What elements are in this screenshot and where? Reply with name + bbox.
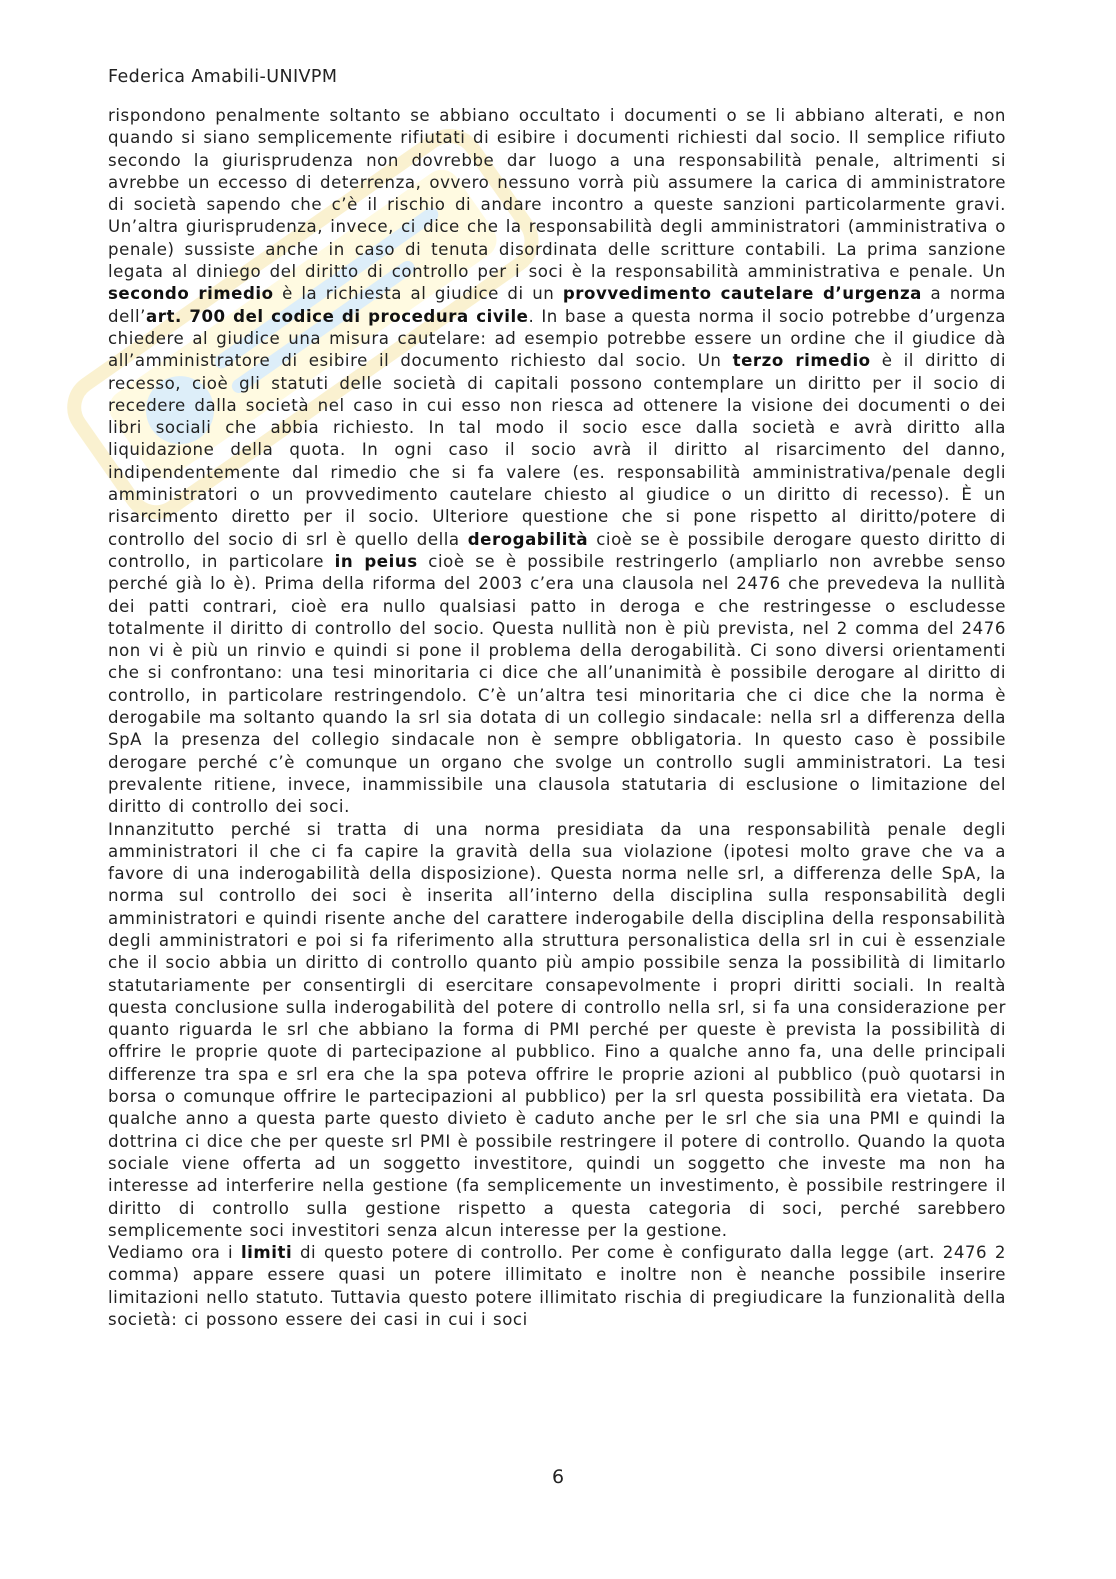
text-run: . In base a questa norma il socio potrebbe d’urgenza chiedere al giudice una misura cautelare: ad esempio potrebbe essere un ordine che il giudice dà all’amministratore di esibire il documento richiesto dal socio. Un — [108, 306, 1006, 371]
text-run: è il diritto di recesso, cioè gli statuti delle società di capitali possono contemplare un diritto per il socio di recedere dalla società nel caso in cui esso non riesca ad ottenere la visione dei documenti o dei libri sociali che abbia richiesto. In tal modo il socio esce dalla società e avrà diritto alla liquidazione della quota. In ogni caso il socio avrà il diritto al risarcimento del danno, indipendentemente dal rimedio che si fa valere (es. responsabilità amministrativa/penale degli amministratori o un provvedimento cautelare chiesto al giudice o un diritto di recesso). È un risarcimento diretto per il socio. Ulteriore questione che si pone rispetto al diritto/potere di controllo del socio di srl è quello della — [108, 351, 1006, 549]
text-run: rispondono penalmente soltanto se abbiano occultato i documenti o se li abbiano alterati, e non quando si siano semplicemente rifiutati di esibire i documenti richiesti dal socio. Il semplice rifiuto secondo la giurisprudenza non dovrebbe dar luogo a una responsabilità penale, altrimenti si avrebbe un eccesso di deterrenza, ovvero nessuno vorrà più assumere la carica di amministratore di società sapendo che c’è il rischio di andare incontro a queste sanzioni particolarmente gravi. Un’altra giurisprudenza, invece, ci dice che la responsabilità degli amministratori (amministrativa o penale) sussiste anche in caso di tenuta disordinata delle scritture contabili. La prima sanzione legata al diniego del diritto di controllo per i soci è la responsabilità amministrativa e penale. Un — [108, 106, 1006, 282]
bold-term: secondo rimedio — [108, 284, 274, 304]
body-paragraph — [108, 105, 1006, 819]
bold-term: terzo rimedio — [732, 351, 871, 371]
bold-term: derogabilità — [467, 529, 589, 549]
text-run: di questo potere di controllo. Per come è configurato dalla legge (art. 2476 2 comma) appare essere quasi un potere illimitato e inoltre non è neanche possibile inserire limitazioni nello statuto. Tuttavia questo potere illimitato rischia di pregiudicare la funzionalità della società: ci possono essere dei casi in cui i soci — [108, 1243, 1006, 1330]
page-number: 6 — [551, 1466, 565, 1488]
page-header-author: Federica Amabili-UNIVPM — [108, 67, 338, 87]
text-run: Innanzitutto perché si tratta di una norma presidiata da una responsabilità penale degli amministratori il che ci fa capire la gravità della sua violazione (ipotesi molto grave che va a favore di una inderogabilità della disposizione). Questa norma nelle srl, a differenza delle SpA, la norma sul controllo dei soci è inserita all’interno della disciplina sulla responsabilità degli amministratori e quindi risente anche del carattere inderogabile della disciplina della responsabilità degli amministratori e poi si fa riferimento alla struttura personalistica della srl in cui è essenziale che il socio abbia un diritto di controllo quanto più ampio possibile senza la possibilità di limitarlo statutariamente per consentirgli di esercitare consapevolmente i propri diritti sociali. In realtà questa conclusione sulla inderogabilità del potere di controllo nella srl, si fa una considerazione per quanto riguarda le srl che abbiano la forma di PMI perché per queste è prevista la possibilità di offrire le proprie quote di partecipazione al pubblico. Fino a qualche anno fa, una delle principali differenze tra spa e srl era che la spa poteva offrire le proprie azioni al pubblico (può quotarsi in borsa o comunque offrire le partecipazioni al pubblico) per la srl questa possibilità era vietata. Da qualche anno a questa parte questo divieto è caduto anche per le srl che sia una PMI e quindi la dottrina ci dice che per queste srl PMI è possibile restringere il potere di controllo. Quando la quota sociale viene offerta ad un soggetto investitore, quindi un soggetto che investe ma non ha interesse ad interferire nella gestione (fa semplicemente un investimento, è possibile restringere il diritto di controllo sulla gestione rispetto a questa categoria di soci, perché sarebbero semplicemente soci investitori senza alcun interesse per la gestione. — [108, 819, 1006, 1240]
bold-term: in peius — [334, 551, 418, 571]
text-run: è la richiesta al giudice di un — [273, 284, 563, 304]
text-run: cioè se è possibile derogare questo diritto di controllo, in particolare — [108, 529, 1007, 571]
body-paragraph — [108, 819, 1006, 1243]
document-body — [108, 105, 1006, 1331]
bold-term: provvedimento cautelare d’urgenza — [562, 284, 922, 304]
bold-term: art. 700 del codice di procedura civile — [146, 306, 529, 326]
body-paragraph — [108, 1242, 1006, 1331]
text-run: cioè se è possibile restringerlo (ampliarlo non avrebbe senso perché già lo è). Prima della riforma del 2003 c’era una clausola nel 2476 che prevedeva la nullità dei patti contrari, cioè era nullo qualsiasi patto in deroga e che restringesse o escludesse totalmente il diritto di controllo del socio. Questa nullità non è più prevista, nel 2 comma del 2476 non vi è più un rinvio e quindi si pone il problema della derogabilità. Ci sono diversi orientamenti che si confrontano: una tesi minoritaria ci dice che all’unanimità è possibile derogare al diritto di controllo, in particolare restringendolo. C’è un’altra tesi minoritaria che ci dice che la norma è derogabile ma soltanto quando la srl sia dotata di un collegio sindacale: nella srl a differenza della SpA la presenza del collegio sindacale non è sempre obbligatoria. In questo caso è possibile derogare perché c’è comunque un organo che svolge un controllo sugli amministratori. La tesi prevalente ritiene, invece, inammissibile una clausola statutaria di esclusione o limitazione del diritto di controllo dei soci. — [108, 551, 1006, 817]
text-run: Vediamo ora i — [108, 1243, 241, 1263]
bold-term: limiti — [240, 1243, 293, 1263]
text-run: a norma dell’ — [108, 284, 1006, 326]
